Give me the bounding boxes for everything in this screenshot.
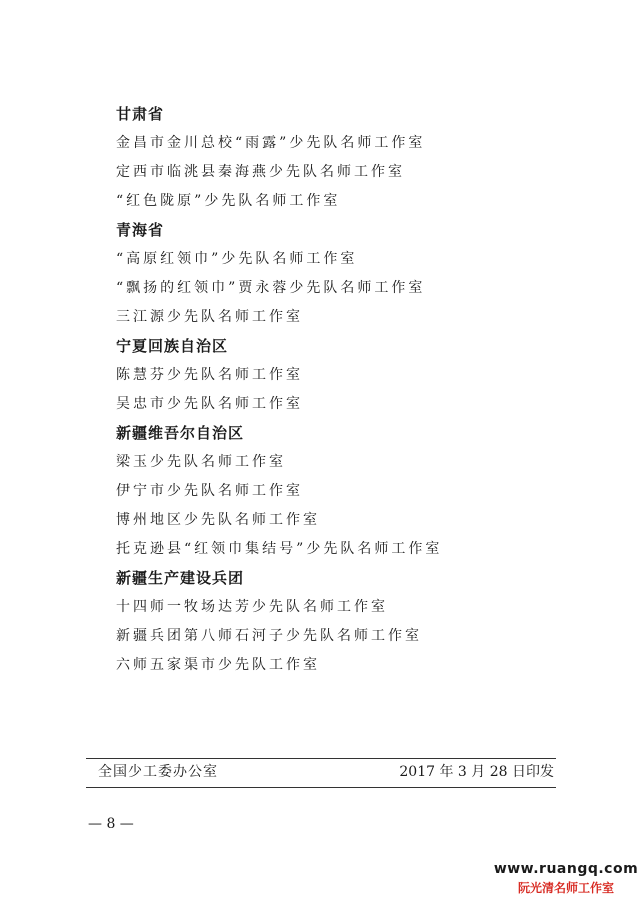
list-item: 托克逊县“红领巾集结号”少先队名师工作室 [116,541,443,557]
list-item: 金昌市金川总校“雨露”少先队名师工作室 [116,135,426,151]
footer-issuer: 全国少工委办公室 [98,764,218,780]
list-item: 博州地区少先队名师工作室 [116,512,320,528]
document-body [116,100,596,680]
list-item: 定西市临洮县秦海燕少先队名师工作室 [116,164,405,180]
section-heading-gansu: 甘肃省 [116,105,165,123]
list-item: 六师五家渠市少先队工作室 [116,657,320,673]
watermark [492,859,640,905]
list-item: “高原红领巾”少先队名师工作室 [116,251,358,267]
list-item: 新疆兵团第八师石河子少先队名师工作室 [116,628,422,644]
list-item: 吴忠市少先队名师工作室 [116,396,303,412]
footer-top-divider [86,758,556,759]
list-item: 梁玉少先队名师工作室 [116,454,286,470]
section-heading-qinghai: 青海省 [116,221,165,239]
list-item: 陈慧芬少先队名师工作室 [116,367,303,383]
list-item: “红色陇原”少先队名师工作室 [116,193,341,209]
page-number: — 8 — [88,816,134,832]
list-item: 十四师一牧场达芳少先队名师工作室 [116,599,388,615]
list-item: “飘扬的红领巾”贾永蓉少先队名师工作室 [116,280,426,296]
watermark-url: www.ruangq.com [493,861,639,877]
watermark-name: 阮光清名师工作室 [517,881,614,895]
section-heading-xpcc: 新疆生产建设兵团 [116,569,245,587]
footer-bottom-divider [86,787,556,788]
list-item: 伊宁市少先队名师工作室 [116,483,303,499]
section-heading-ningxia: 宁夏回族自治区 [116,337,229,355]
footer-issue-date: 2017 年 3 月 28 日印发 [399,764,554,780]
section-heading-xinjiang: 新疆维吾尔自治区 [116,424,245,442]
list-item: 三江源少先队名师工作室 [116,309,303,325]
